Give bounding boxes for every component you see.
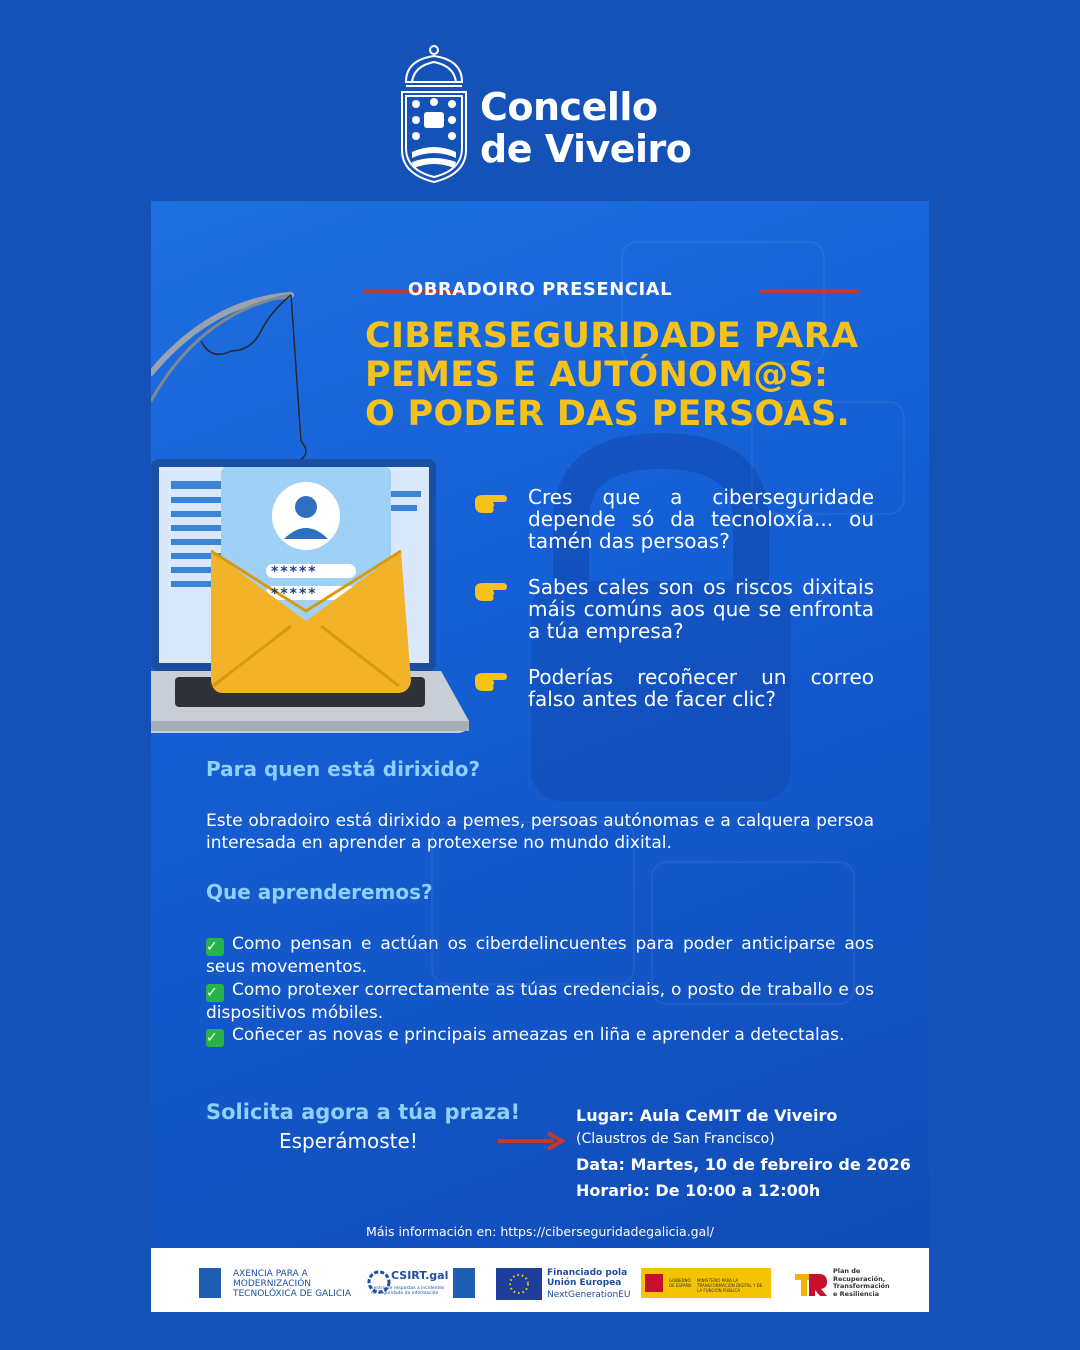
csirt-logo-subtext: centro de respostas a incidentes de seguridade da información [371, 1286, 445, 1296]
sponsor-footer [151, 1248, 929, 1312]
event-place: Lugar: Aula CeMIT de Viveiro [576, 1106, 838, 1125]
eu-nextgen-text: NextGenerationEU [547, 1290, 631, 1300]
amtega-logo-text [233, 1269, 351, 1299]
cta-subtext: Esperámoste! [279, 1129, 418, 1153]
more-info-link[interactable]: Máis información en: https://ciberseguridadegalicia.gal/ [366, 1224, 714, 1239]
question-2: Sabes cales son os riscos dixitais máis comúns aos que se enfronta a túa empresa? [528, 575, 874, 643]
learn-item [206, 933, 874, 979]
title-line-2: PEMES E AUTÓNOM@S: [365, 355, 829, 395]
pointing-hand-icon [473, 579, 509, 603]
check-icon: ✓ [206, 984, 224, 1002]
spain-shield-icon [645, 1274, 663, 1292]
event-date: Data: Martes, 10 de febreiro de 2026 [576, 1155, 911, 1174]
eu-line-1: Financiado pola [547, 1268, 628, 1278]
title-line-1: CIBERSEGURIDADE PARA [365, 316, 859, 356]
phishing-illustration [151, 281, 481, 741]
learn-list [206, 933, 874, 1047]
ministerio-text: MINISTERIO PARA LA TRANSFORMACIÓN DIGITAL Y DE LA FUNCIÓN PÚBLICA [697, 1278, 763, 1293]
pointing-hand-icon [473, 491, 509, 515]
question-1: Cres que a ciberseguridade depende só da tecnoloxía... ou tamén das persoas? [528, 485, 874, 553]
audience-text: Este obradoiro está dirixido a pemes, persoas autónomas e a calquera persoa interesada en aprender a protexerse no mundo dixital. [206, 811, 874, 853]
title-line-3: O PODER DAS PERSOAS. [365, 394, 851, 434]
password-mask-1: ***** [271, 564, 318, 580]
eu-line-2: Unión Europea [547, 1278, 622, 1288]
brand-line-2: de Viveiro [480, 127, 692, 171]
learn-heading: Que aprenderemos? [206, 880, 433, 904]
cta-heading: Solicita agora a túa praza! [206, 1100, 521, 1124]
prtr-line-1: Plan de [833, 1267, 861, 1275]
pointing-hand-icon [473, 669, 509, 693]
workshop-poster [151, 201, 929, 1312]
arrow-right-icon [496, 1131, 566, 1151]
xunta-galicia-logo-icon [453, 1268, 475, 1298]
viveiro-coat-of-arms-icon [398, 42, 470, 184]
learn-item-text: Como protexer correctamente as túas credenciais, o posto de traballo e os dispositivos móbiles. [206, 979, 874, 1023]
workshop-type-tag: OBRADOIRO PRESENCIAL [407, 279, 673, 300]
check-icon: ✓ [206, 938, 224, 956]
learn-item [206, 1024, 874, 1047]
event-time: Horario: De 10:00 a 12:00h [576, 1181, 821, 1200]
learn-item-text: Como pensan e actúan os ciberdelincuentes para poder anticiparse aos seus movementos. [206, 934, 874, 977]
xunta-galicia-logo-icon [199, 1268, 221, 1298]
amtega-line-3: TECNOLÓXICA DE GALICIA [233, 1289, 351, 1299]
audience-heading: Para quen está dirixido? [206, 757, 481, 781]
question-3: Poderías recoñecer un correo falso antes de facer clic? [528, 665, 874, 711]
prtr-text [833, 1268, 890, 1298]
amtega-line-2: MODERNIZACIÓN [233, 1279, 312, 1289]
gobierno-espana-logo [641, 1268, 771, 1298]
learn-item-text: Coñecer as novas e principais ameazas en liña e aprender a detectalas. [232, 1025, 845, 1045]
prtr-logo-icon [791, 1268, 831, 1300]
concello-brand [480, 86, 691, 170]
prtr-line-4: e Resiliencia [833, 1289, 880, 1298]
csirt-logo-text: CSIRT.gal [391, 1269, 449, 1282]
event-place-detail: (Claustros de San Francisco) [576, 1131, 775, 1147]
brand-line-1: Concello [480, 85, 658, 129]
prtr-line-3: Transformación [833, 1282, 890, 1290]
eu-flag-icon [496, 1268, 542, 1300]
amtega-line-1: AXENCIA PARA A [233, 1269, 308, 1279]
check-icon: ✓ [206, 1029, 224, 1047]
learn-item [206, 979, 874, 1025]
prtr-line-2: Recuperación, [833, 1274, 886, 1283]
password-mask-2: ***** [271, 586, 318, 602]
eu-funding-text [547, 1268, 627, 1288]
gobierno-text: GOBIERNO DE ESPAÑA [669, 1278, 692, 1288]
